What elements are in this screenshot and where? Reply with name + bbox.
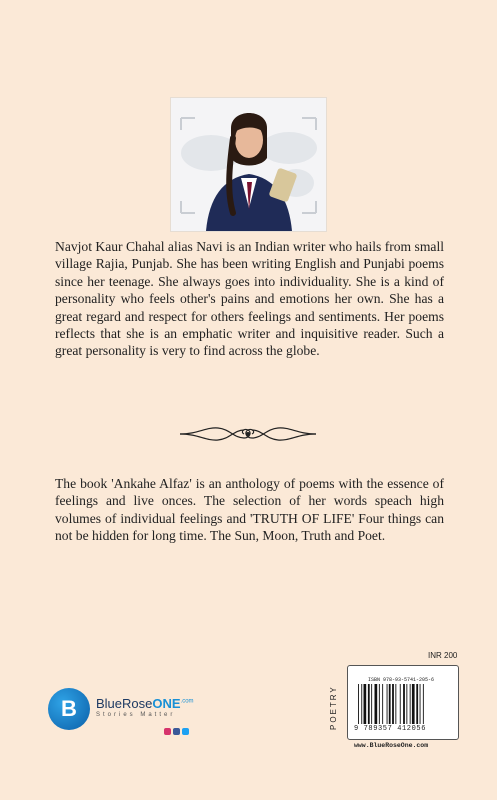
barcode-box xyxy=(347,665,459,740)
isbn-number: 9 789357 412056 xyxy=(354,725,427,733)
instagram-icon xyxy=(164,728,171,735)
facebook-icon xyxy=(173,728,180,735)
barcode xyxy=(358,684,448,724)
isbn-label: ISBN 978-93-5741-205-6 xyxy=(368,677,435,683)
publisher-name-one: ONE xyxy=(152,696,181,711)
publisher-website: www.BlueRoseOne.com xyxy=(354,742,429,749)
twitter-icon xyxy=(182,728,189,735)
author-bio: Navjot Kaur Chahal alias Navi is an Indian writer who hails from small village Rajia, Punjab. She has been writing English and Punjabi poems since her teenage. She always goes into individuality. She is a kind of personality who feels other's pains and emotions her own. She has a great regard and respect for others feelings and sentiments. Her poems reflects that she is an emphatic writer and inquisitive reader. Such a great personality is very to find across the globe. xyxy=(55,239,444,359)
publisher-name xyxy=(96,696,194,711)
publisher-logo-mark: B xyxy=(48,688,90,730)
publisher-tagline: Stories Matter xyxy=(96,712,176,718)
publisher-name-suffix: .com xyxy=(180,698,194,705)
social-icons xyxy=(164,722,194,730)
price-label: INR 200 xyxy=(428,651,458,660)
author-photo xyxy=(171,98,326,231)
ornament-divider xyxy=(178,424,318,444)
publisher-logo xyxy=(48,688,208,736)
book-synopsis: The book 'Ankahe Alfaz' is an anthology of poems with the essence of feelings and live onces. The selection of her words speach high volumes of individual feelings and 'TRUTH OF LIFE' Four things can not be hidden for long time. The Sun, Moon, Truth and Poet. xyxy=(55,476,444,544)
publisher-name-main: BlueRose xyxy=(96,696,153,711)
genre-label: POETRY xyxy=(329,685,338,731)
